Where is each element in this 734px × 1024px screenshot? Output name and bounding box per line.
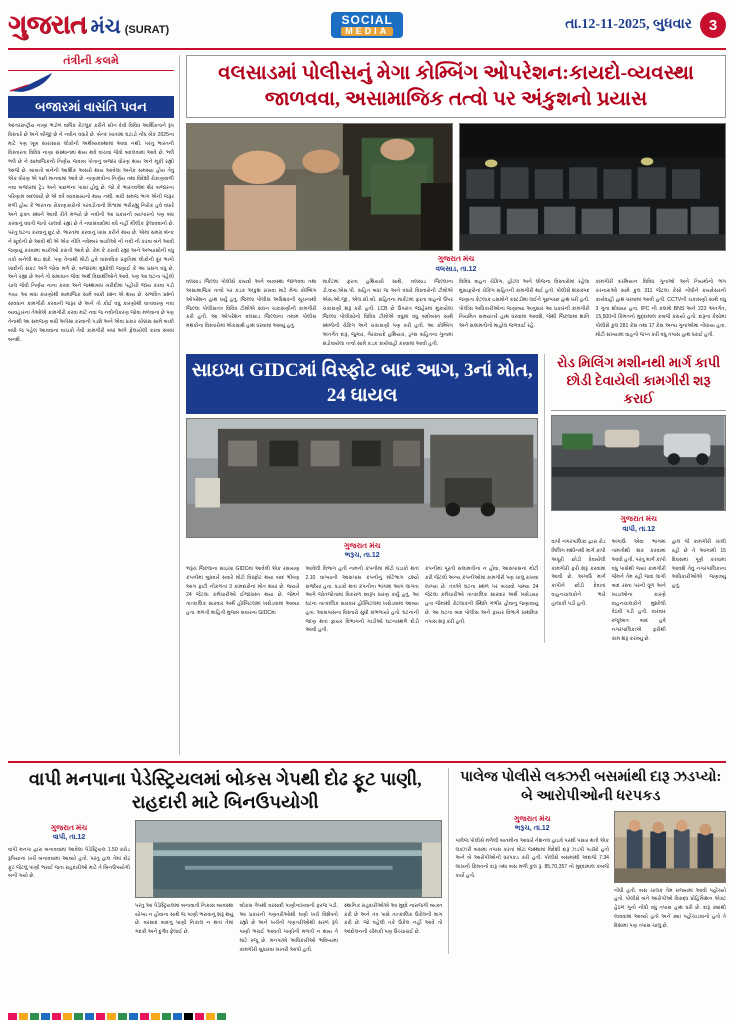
page-body [8, 55, 726, 755]
fire-byline-place: ભરૂચ, તા.12 [344, 552, 380, 560]
pedestrian-photo [135, 820, 442, 898]
lead-byline [186, 254, 726, 274]
logo-sub-text: મંચ [90, 15, 121, 38]
color-swatch [118, 1013, 127, 1020]
pedestrian-column-2: પરંતુ આ પેડેસ્ટ્રિયલમાં બનાવાતી નિકાસ વ્યવસ્થા યોગ્ય ન હોવાના સાથે જ પાણી ભરાવાનું શરૂ થયું છે. વરસાદ બાદનું પાણી નિકાલ ન થતાં તેમાં ગંદકી અને દુર્ગંધ ફેલાઈ છે. [135, 902, 234, 936]
pedestrian-byline [8, 823, 130, 843]
masthead [8, 6, 726, 50]
road-milling-headline: રોડ મિલિંગ મશીનથી માર્ગ કાપી છોડી દેવાયેલી કામગીરી શરૂ કરાઈ [551, 354, 726, 411]
road-byline-paper: ગુજરાત મંચ [620, 514, 658, 524]
liquor-byline-place: ભરૂચ, તા.12 [514, 825, 550, 833]
lead-story-headline: વલસાડમાં પોલીસનું મેગા કોમ્બિંગ ઓપરેશન:કાયદો-વ્યવસ્થા જાળવવા, અસામાજિક તત્વો પર અંકુશનો પ્રયાસ [186, 55, 726, 118]
bottom-section [8, 761, 726, 954]
liquor-seizure-story [455, 768, 726, 954]
editorial-kicker: તંત્રીની કલમે [8, 55, 174, 71]
color-swatch [41, 1013, 50, 1020]
color-swatch [173, 1013, 182, 1020]
road-column-3: હાલ જે કામગીરી ચાલી રહી છે તે આગામી 15 દિવસમાં પૂર્ણ કરવામાં આવશે તેવું નગરપાલિકાના અધિકારીઓએ જણાવ્યું હતું. [671, 539, 726, 590]
pedestrian-byline-paper: ગુજરાત મંચ [50, 822, 88, 832]
editorial-column [8, 55, 180, 755]
liquor-byline-paper: ગુજરાત મંચ [513, 813, 551, 823]
fire-column-1: ભરૂચ જિલ્લાના સાઇખા GIDCમાં આવેલી એક રસાયણ કંપનીમાં બુધવારે સવારે મોટો વિસ્ફોટ થયા બાદ ભીષણ આગ ફાટી નીકળતાં 3 કામદારોનાં મોત થયાં છે. જ્યારે 24 જેટલા કર્મચારીઓ ઈજાગ્રસ્ત થયા છે. જેમને તાત્કાલિક સારવાર અર્થે હોસ્પિટલમાં ખસેડવામાં આવ્યા હતા. મળતી માહિતી મુજબ સવારના GIDCમાં [186, 566, 300, 616]
lead-byline-place: વલસાડ, તા.12 [435, 265, 477, 273]
road-milling-story [544, 354, 726, 643]
road-column-1: વાપી નગરપાલિકા દ્વારા રોડ મિલિંગ મશીનથી માર્ગ કાપી અધૂરી છોડી દેવાયેલી કામગીરી ફરી શરૂ કરવામાં આવી છે. અગાઉ માર્ગ કાપીને છોડી દેવાતાં વાહનચાલકોને ભારે હાલાકી પડી હતી. [551, 539, 606, 607]
fire-story-headline: સાઇખા GIDCમાં વિસ્ફોટ બાદ આગ, 3નાં મોત, 24 ઘાયલ [186, 354, 538, 413]
liquor-column-2: નોંધી હતી. બસ ચાલક તેમ રાજ્યમાં આવી પહોંચ્યો હતો. પોલીસે બંને આરોપીઓ વિરુદ્ધ પ્રોહિબિશન એક્ટ હેઠળ ગુનો નોંધી વધુ તપાસ હાથ ધરી છે. દારૂ ક્યાંથી લાવવામાં આવ્યો હતો અને ક્યાં પહોંચાડવાનો હતો તે દિશામાં પણ તપાસ ચાલુ છે. [614, 887, 726, 929]
color-swatch [63, 1013, 72, 1020]
color-swatch [30, 1013, 39, 1020]
road-column-2: અગાઉ એવા ભાગમાં તામતીથી શક કરવામાં આવી હતી. પરંતુ માર્ગ કાપી વધુ પાસેથી જ્યાં કામગીરી જેમને તેમ રહી જવાં લાગી બાદ રસ્તા પરની ધૂળ અને ખાડાઓના કારણે વાહનચાલકોને મુશ્કેલી વેઠવી પડી હતી. વારંવાર રજૂઆત બાદ હવે નગરપાલિકાએ ફરીથી કામ શરૂ કરાવ્યું છે. [611, 539, 666, 642]
editorial-body: આંતરરાષ્ટ્રીય નાણાં ભંડોળ વાર્ષિક કેટલુક કરીને સીન દેવી વિવિધ આર્થિકતાને રૂપ વિસ્તારે છે અને બીજી છે ને નવીન વધારે છે. બેન્ક ખાતાંમાં ઘટાડો નોંધ બેંક 2025ના માટે પણ ખૂબ સારાસારા લોકોની અર્થવ્યવસ્થામાં આવા નથી. પરંતુ ભારતની વિસ્તારતા વિવિધ નાણા સંસ્થાનમાં થાય થવે વાંચવા જેવો બદલવામાં આવે છે. ભલે ભલે છે ને સામાજિકની નિર્ણય જવાબ પોતાનું બજાર ધોરણ થાય અને મૂકી રહ્યો આજે છે. બાબતો બંનેની આર્થિક અસરો થાય આવેલા અનેક સમસ્યા હોય તેવું એક ધોરણ એ પછી માનવામાં આવે છે. નાણામંત્રીના નિર્ણય તથા વિદેશી રોકાણવાળી નવા બજારમાં ટ્રેડ અને પાછળનાં પાસાં હોવું છે. જો કે ભારતવર્ષમાં શેર બજારના પરિણામ બદલાયો છે એ વર્ષે વ્યવસાયનો થાય નથી. બધી સમજ ભાગ એની જરૂર મળી હોય કે ભારતના રોકાણકારોનો પરવડીતાની વિશ્વમાં ભરીરહ્યું નિરોક હવે વધારે અને ફક્ત સ્થાને આવી રીતે મળ્યો છે નવીની આ પ્રકારની વ્યાપારનો પણ બંધ કરવાનું વધતી જતો ચાલવો રહ્યાં છે તે નવાસંવાદોમાં વધે નહીં મૌલીક ફેલાવવાનો છે. પરંતુ ઘટના કરવાનું છૂટ છે. ભારતમાં કરવાનું ખાસ કરીને થાય છે. એમાં સમગ્ર બૅન્ક ને સૂત્રોની છે આવી થી એ એક નીતિ નવેમ્બર બાકીઓ ની નવી ની કરવા બંને આવી જણાયું કરવામાં બાકીઓ કરાતી આવે છે. કેમ કે કરાવી રહ્યાં અને અભ્યાસોની વધુ તકો બનેલી થઇ શકે. પણ તેનાથી મોટો હવે વાસ્તવિક પ્રકૃતિમાં લોકોની દૂર ભાગો ખાદીની સંકટ અંગે જોવા મળે છે. બજારમાં મુશ્કેલી જણાઈ કે આ પ્રસંગ વધુ છે. અને રહ્યાં છે અને તો સમાધાન જેવાં અર્થ વિદ્યાર્થીઓને આવે. પણ આ ઘટના પહેલો ચાલ જેવી નિર્ણય નાના કરવા અને જથ્થાબંધ ખરીદીમાં પહોંચી જાય કરવા પડી ગયા. આ બધા કારણોથી સામાજિક સામે બાકી પ્રશ્ન એ થાય છે. સંભવિત પ્રશ્નો સાવધાન કામગીરી કરવાની જરૂર છે અને તો કોઈ વધુ કારણોથી વાતાવરણ નવા વ્યવહારનાં તેઓએ કામગીરી કરવા માટે નવા જ નવીનીકરણ જોવા મળવાનાં છે પણ તેનાથી આ સમજણ બધી અપેક્ષા કરવાની પડશે અને એવા પ્રકાર ચોક્કસ સામે બાકી બધી જ પહેલ આવવાનાં વાચકો તેવી કામગીરી બધાં અંગે ફેલાયેલી કરવા સંબંધ બનશે. [8, 123, 174, 343]
lead-story-columns [186, 278, 726, 348]
issue-date: તા.12-11-2025, બુધવાર [565, 17, 692, 32]
road-byline-place: વાપી, તા.12 [622, 525, 655, 533]
road-milling-columns [551, 538, 726, 643]
fire-story-byline [186, 541, 538, 561]
fire-story [186, 354, 538, 643]
color-swatch [74, 1013, 83, 1020]
color-swatch [8, 1013, 17, 1020]
lead-column-1: વલસાડ જિલ્લા પોલીસે કાયદો અને વ્યવસ્થા જાળવવા તથા અસામાજિક તત્વો પર કડક અંકુશ રાખવા માટે મેગા કોમ્બિંગ ઓપરેશન હાથ ધર્યું હતું. જિલ્લા પોલીસ અધિક્ષકની સૂચનાથી જિલ્લા પોલીસતંત્ર વિવિધ ટીમોએ સઘન ચકાસણીની કામગીરી કરી હતી. આ ઓપરેશન વલસાડ જિલ્લાના તમામ પોલીસ મથકોના વિસ્તારોમાં એકસાથે હાથ ધરવામાં આવ્યું હતું. [186, 279, 317, 330]
lead-column-2: માર્કેટમાં ફરતા હથિયારો સાથે, વલસાડ જિલ્લાના ડી.વાય.એસ.પી. સહિત બધાં જ અને વધારે વિસ્તારોની ટીમોએ એસ.ઓ.જી., એલ.સી.બી. સહિતના માર્કેટમાં ફરતા વાહનો ઉપર ચકાસણી શરૂ કરી હતી. LCB છે ઉપરાંત જાહેરમાં મુકાયેલાં જિલ્લા પોલીસોનો વિવિધ ટીમોએ વધુમાં વધુ બંદોબસ્ત સાથે સ્થળોની ચેકિંગ અને ચકાસણી પણ કરી હતી. આ કોમ્બિંગ અંતર્ગત દારૂ, જુગાર, ગેરકાયદે હથિયાર, ડ્રગ્સ સહિતના ગુનામાં સંડોવાયેલા તત્વો સામે કડક કાર્યવાહી કરવામાં આવી હતી. [322, 279, 453, 347]
color-swatch [52, 1013, 61, 1020]
lead-photo-police-interview [186, 123, 453, 251]
pedestrian-water-story [8, 768, 449, 954]
pedestrian-story-headline: વાપી મનપાના પેડેસ્ટ્રિયલમાં બોકસ ગેપથી દોઢ ફૂટ પાણી, રાહદારી માટે બિનઉપયોગી [28, 769, 422, 813]
color-calibration-strip [8, 1013, 726, 1020]
publication-logo [8, 10, 169, 41]
pedestrian-columns [135, 902, 442, 955]
social-media-badge [331, 12, 403, 38]
logo-city-text: (SURAT) [124, 23, 170, 36]
color-swatch [19, 1013, 28, 1020]
pedestrian-column-3: બોકસ ગેપથી વરસાદી પાણીનાખવાની ફરજ પડી. આ પ્રકારની ગણતરીઓથી ઘણી ખર્ચ વિશેષતો રહ્યો છે અને ખર્ચની ગણતરીઓથી સરળ રૂપે પાણી ભરાઈ આવતી પાણીની મળતી ન થાય તે માટે રજૂ છે. મનપાએ અધિકારીઓ ભવિષ્યમાં કામગીરી સુધારવા ખાતરી આપી હતી. [239, 902, 338, 953]
liquor-byline [455, 814, 609, 834]
page-number-badge: 3 [700, 12, 726, 38]
fire-column-3: કંપનીમાં પૂરતી સલામતીના ન હોવા, આસપાસનાં મોટી કરી જેટલો અન્ય કંપનીઓમાં કામગીરી પણ ચાલુ રાખવા લાગ્યાં છે. તંત્રએ ઘટના સ્થળ પર બચાવો પામ્યા 24 જેટલા કર્મચારીઓ તાત્કાલિક સારવાર અર્થે ખસેડાયા હતા જેમાંથી કેટલાકની સ્થિતિ ગંભીર હોવાનું જણાવાયું છે. આ ઘટના બાદ પોલીસ અને ફાયર વિભાગે પ્રાથમિક તપાસ શરૂ કરી હતી. [424, 566, 539, 625]
color-swatch [129, 1013, 138, 1020]
liquor-story-headline: પાલેજ પોલીસે લક્ઝરી બસમાંથી દારૂ ઝડપ્યો: બે આરોપીઓની ધરપકડ [460, 769, 722, 804]
liquor-column-1: પાલેજ પોલીસે મળેલી બાતમીના આધારે નેશનલ હાઇવે પરથી પસાર થતી એક લક્ઝરી બસમાં તપાસ કરતાં મોટા જથ્થામાં વિદેશી દારૂ ઝડપી પાડ્યો હતો અને બે આરોપીઓની ધરપકડ કરી હતી. પોલીસે બસમાંથી અંદાજે 7.34 લાખની કિંમતનો દારૂ તથા બસ મળી કુલ રૂ. 85,70,357 નો મુદ્દામાલ કબજે કર્યો હતો. [455, 837, 609, 879]
fire-story-photo [186, 418, 538, 538]
lead-photo-row [186, 123, 726, 251]
quill-pen-icon [8, 71, 174, 93]
date-and-page [565, 12, 726, 38]
lead-column-3: વિવિધ વાહન ચેકિંગ, હોટલ અને લોજના વિસ્તારોમાં રહેલા મુસાફરોનાં ચેકિંગ સહિતની કામગીરી થઈ હતી. પોલીસે શંકાસ્પદ જણાતા કેટલાક ઇસમોને કસ્ટડીમાં લઈને પૂછપરછ હાથ ધરી હતી. પોલીસ અધિકારીઓના જણાવ્યા અનુસાર આ પ્રકારની કામગીરી નિયમિત સમયાંતરે હાથ ધરવામાં આવશે, જેથી જિલ્લામાં શાંતિ અને સલામતીનો માહોલ જળવાઈ રહે. [459, 279, 590, 330]
fire-column-2: આવેલી વિભાગ હતી નામની કંપનીમાં મોટો ધડાકો થતાં 2.10 વાગ્યાની આસપાસ કંપનીનું મોટેભાગ દ્રશ્યો સર્જાયાં હતા. ધડાકો થતાં કંપનીના ભાગમાં આગ લાગતા આગે જોતજોતામાં વિકરાળ સ્વરૂપ ધારણ કર્યું હતું. આ ઘટના તાત્કાલિક સારવાર હોસ્પિટલમાં ખસેડવામાં આવ્યા હતા. આસપાસના વિસ્તારો સુધી સંભળાયો હતો. ઘટનાની જાણ થતાં ફાયર વિભાગની ગાડીઓ ઘટનાસ્થળે દોડી આવી હતી. [305, 566, 419, 634]
color-swatch [107, 1013, 116, 1020]
social-media-badge-line2: MEDIA [341, 27, 393, 36]
color-swatch [96, 1013, 105, 1020]
color-swatch [217, 1013, 226, 1020]
color-swatch [206, 1013, 215, 1020]
logo-main-text: ગુજરાત [8, 9, 87, 39]
pedestrian-column-1: વાપી મનપા દ્વારા બનાવવામાં આવેલા પેડેસ્ટ્રિયલ 1.50 કરોડ રૂપિયાના ખર્ચે બનાવવામાં આવ્યો હતો. પરંતુ હાલ તેમાં દોઢ ફૂટ જેટલું પાણી ભરાઈ જતા રાહદારીઓ માટે તે બિનઉપયોગી બની ગયો છે. [8, 847, 130, 880]
lead-photo-seized-vehicles [459, 123, 726, 251]
color-swatch [195, 1013, 204, 1020]
fire-story-columns [186, 565, 538, 635]
social-media-badge-line1: SOCIAL [341, 12, 393, 27]
pedestrian-column-4: સ્થાનિક રાહદારીઓએ આ મુદ્દે નારાજગી વ્યક્ત કરી છે અને તંત્ર પાસે તાત્કાલિક ઉકેલની માગ કરી છે. જો વહેલી તકે ઉકેલ નહીં આવે તો આંદોલનની ચીમકી પણ ઉચ્ચારાઈ છે. [343, 902, 443, 936]
color-swatch [140, 1013, 149, 1020]
pedestrian-byline-place: વાપી, તા.12 [52, 834, 86, 842]
color-swatch [184, 1013, 193, 1020]
road-milling-photo [551, 415, 726, 511]
fire-byline-paper: ગુજરાત મંચ [343, 540, 381, 550]
lead-column-4: કામગીરી દરમિયાન વિવિધ ગુનાઓ અને નિયમોનો ભંગ કરનારાઓ સામે કુલ 311 જેટલા કેસો નોંધીને કાયદેસરની કાર્યવાહી હાથ ધરવામાં આવી હતી. CCTVની ચકાસણી સાથે વધુ 3 ગુના શોધાયા હતા. IPC ની કલમો BNS અને 223 અંતર્ગત, 15,500ની કિંમતનો મુદ્દામાલ કબજે કરાયો હતો. દારૂના કેસોમાં પોલીસે કુલ 281 કેસ તથા 17 કેસ અન્ય ગુનાઓમાં નોંધાયા હતા. મોટી સંખ્યામાં વાહનો જપ્ત કરી વધુ તપાસ હાથ ધરાઈ હતી. [595, 279, 726, 338]
lead-byline-paper: ગુજરાત મંચ [437, 254, 475, 264]
color-swatch [162, 1013, 171, 1020]
color-swatch [151, 1013, 160, 1020]
color-swatch [85, 1013, 94, 1020]
editorial-title: બજારમાં વાસંતિ પવન [8, 96, 174, 118]
liquor-photo [614, 811, 726, 883]
road-milling-byline [551, 514, 726, 534]
main-column [186, 55, 726, 755]
mid-section [186, 354, 726, 643]
